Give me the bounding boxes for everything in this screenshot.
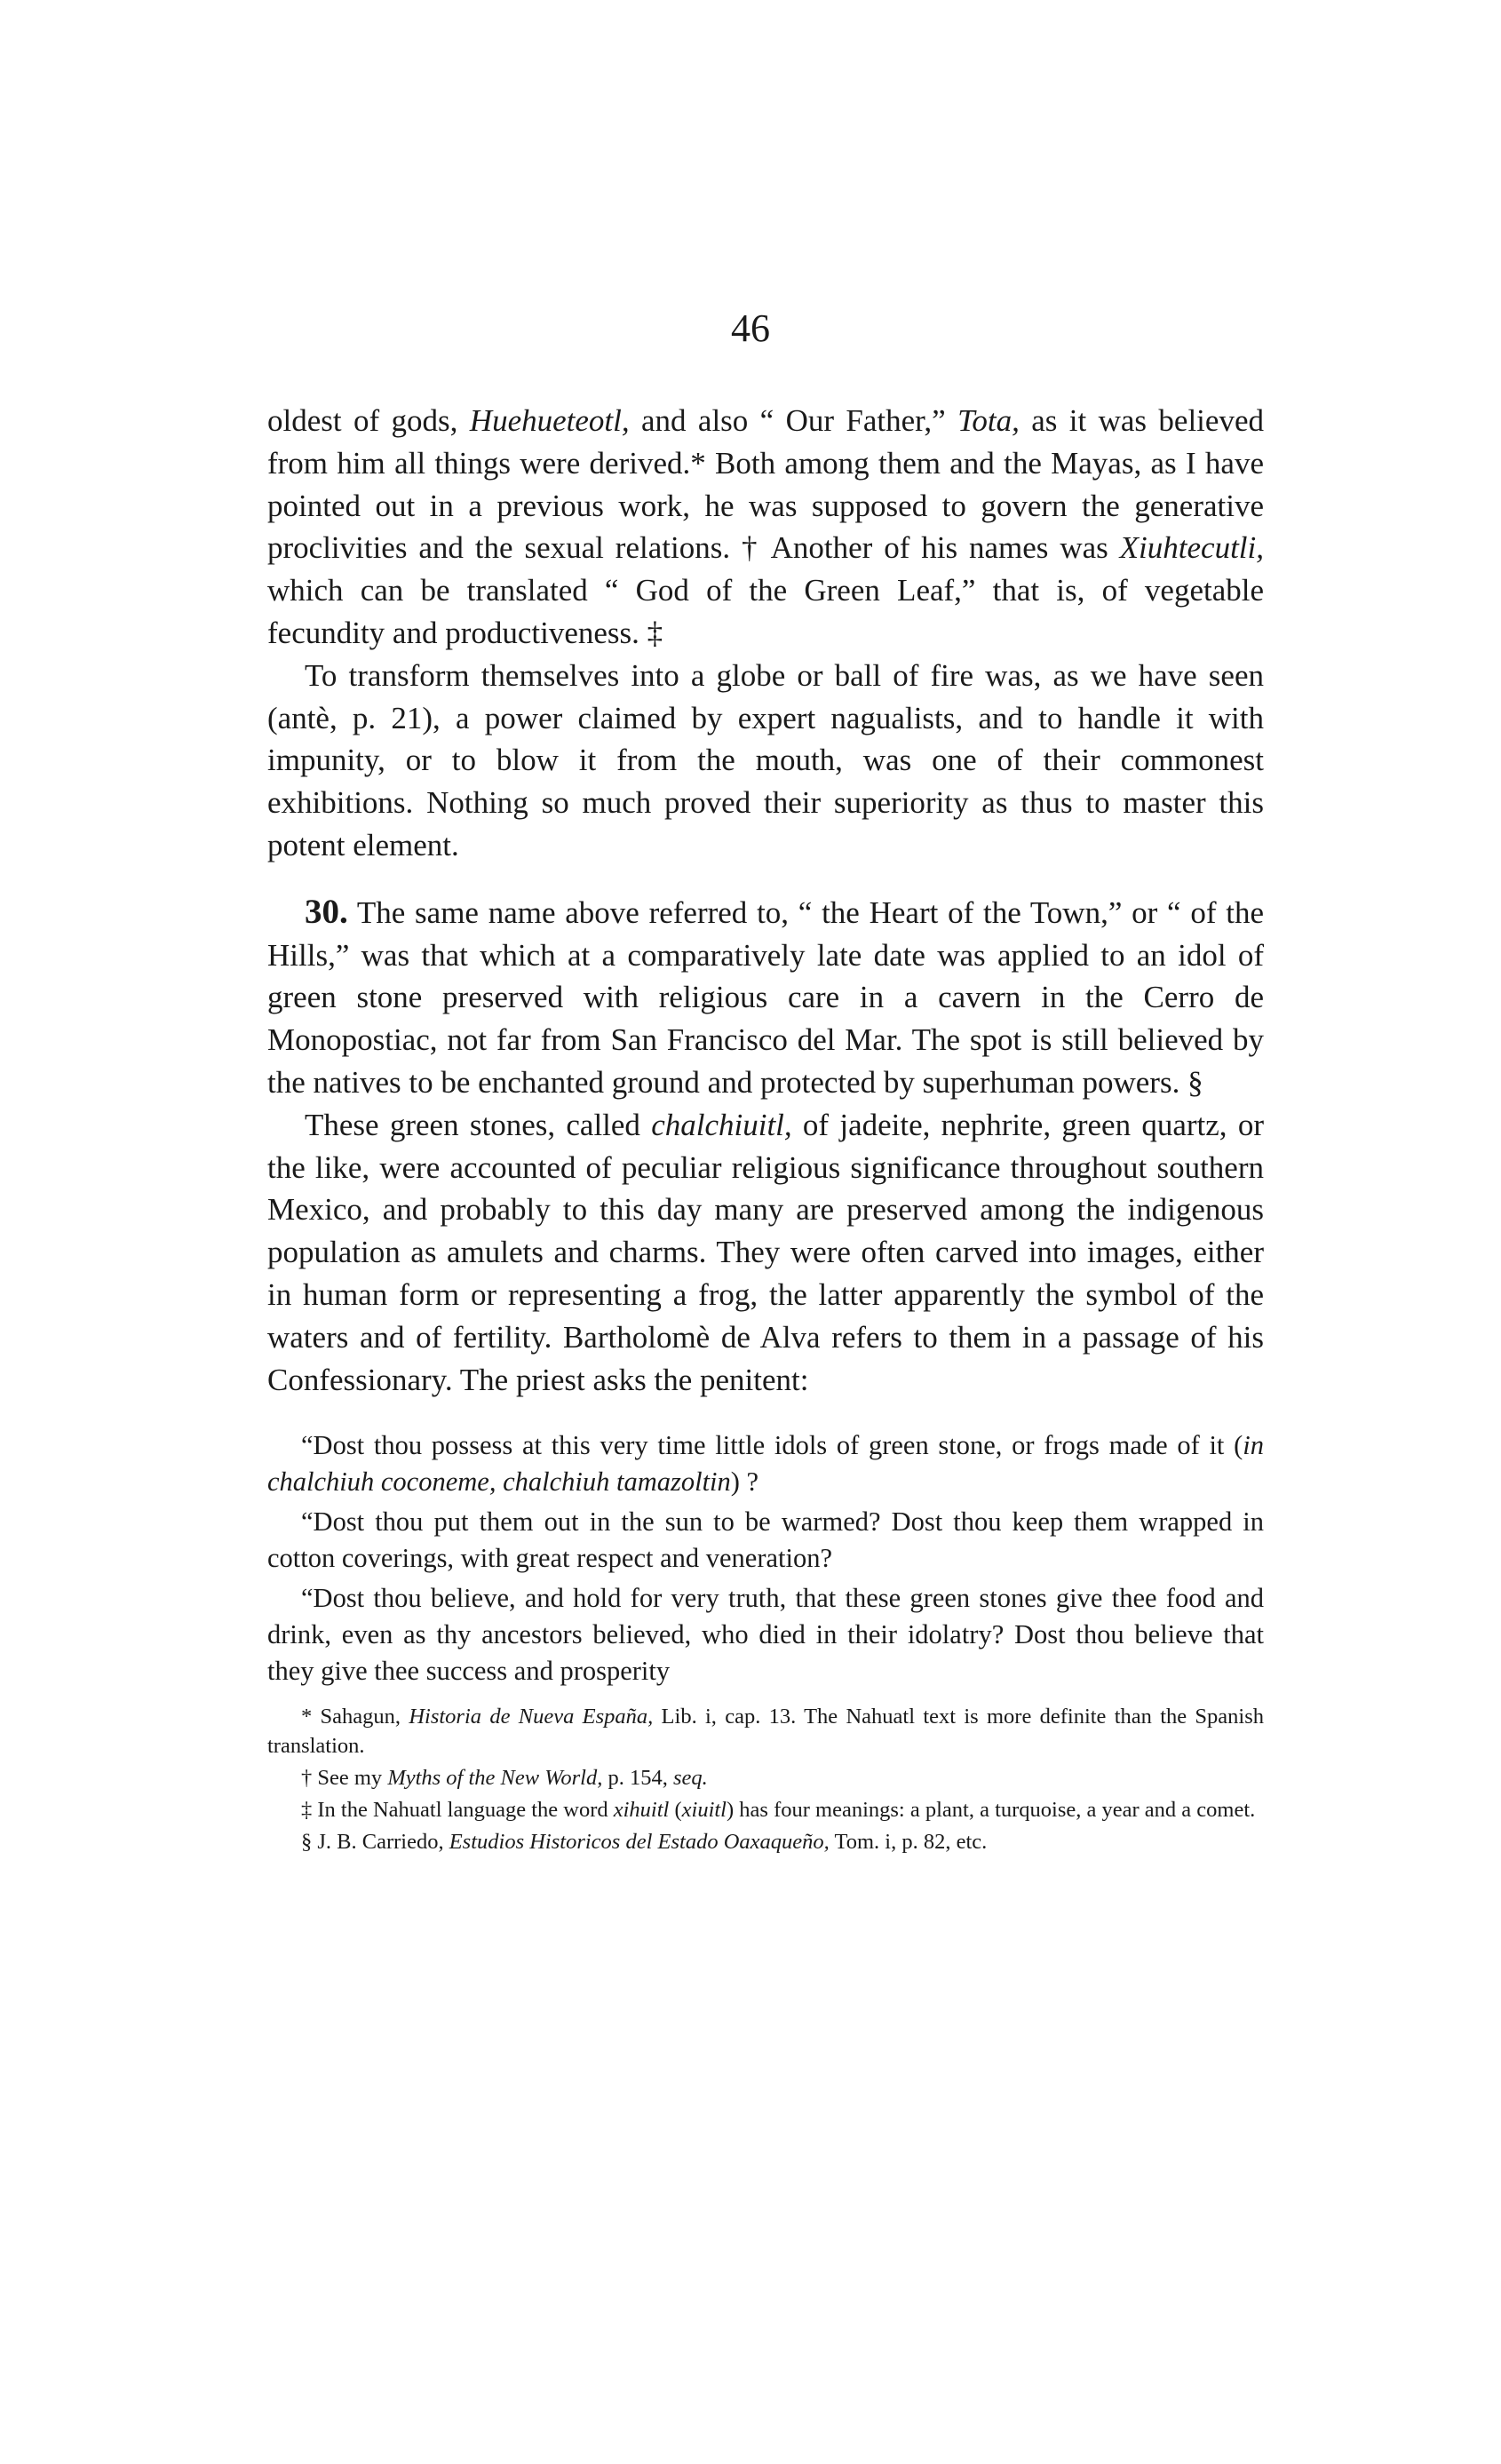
italic-term: seq. (672, 1766, 708, 1791)
text-run: and also “ Our Father,” (629, 403, 958, 438)
italic-term: xiuitl (681, 1798, 727, 1823)
italic-term: Historia de Nueva España, (409, 1705, 654, 1729)
text-run: § J. B. Carriedo, (301, 1830, 449, 1855)
text-run: which can be translated “ God of the Green Leaf,” that is, of vegetable fecundity and productiveness. ‡ (267, 573, 1264, 650)
text-run: ) has four meanings: a plant, a turquoise, a year and a comet. (727, 1798, 1256, 1823)
text-run: oldest of gods, (267, 403, 470, 438)
body-text (267, 400, 1264, 1856)
text-run: The same name above referred to, “ the Heart of the Town,” or “ of the Hills,” was that which at a comparatively late date was applied to an idol of green stone preserved with religious care in a cavern in the Cerro de Monopostiac, not far from San Francisco del Mar. The spot is still believed by the natives to be enchanted ground and protected by superhuman powers. § (267, 894, 1264, 1100)
text-run: “Dost thou possess at this very time little idols of green stone, or frogs made of it ( (301, 1430, 1243, 1461)
quote-believe: “Dost thou believe, and hold for very truth, that these green stones give thee food and drink, even as thy ancestors believed, who died in their idolatry? Dost thou believe that they give thee success and prosperity (267, 1583, 1264, 1687)
italic-term: Tota, (957, 403, 1020, 438)
paragraph-section-30 (267, 891, 1264, 1104)
italic-term: chalchiuitl, (651, 1107, 792, 1142)
text-run: ‡ In the Nahuatl language the word (301, 1798, 614, 1823)
italic-term: Estudios Historicos del Estado Oaxaqueño, (449, 1830, 830, 1855)
footnote-sahagun (267, 1702, 1264, 1761)
text-run: as it was believed from him all things were derived.* Both among them and the Mayas, as I have pointed out in a previous work, he was supposed to govern the generative proclivities and the sexual relations. † Another of his names was (267, 403, 1264, 566)
italic-term: xihuitl (613, 1798, 670, 1823)
footnotes (267, 1702, 1264, 1856)
text-run: † See my (301, 1766, 388, 1791)
text-run: ) ? (730, 1466, 759, 1498)
footnote-nahuatl (267, 1795, 1264, 1824)
text-run: Tom. i, p. 82, etc. (829, 1830, 988, 1855)
text-run: of jadeite, nephrite, green quartz, or the like, were accounted of peculiar religious significance throughout southern Mexico, and probably to this day many are preserved among the indigenous population as amulets and charms. They were often carved into images, either in human form or representing a frog, the latter apparently the symbol of the waters and of fertility. Bartholomè de Alva refers to them in a passage of his Confessionary. The priest asks the penitent: (267, 1107, 1264, 1397)
text-run: ( (669, 1798, 682, 1823)
section-number: 30. (305, 892, 348, 931)
text-run: p. 154, (602, 1766, 673, 1791)
footnote-myths (267, 1763, 1264, 1792)
text-run: These green stones, called (305, 1107, 652, 1142)
paragraph-huehueteotl (267, 400, 1264, 655)
footnote-carriedo (267, 1827, 1264, 1856)
quote-sun: “Dost thou put them out in the sun to be warmed? Dost thou keep them wrapped in cotton coverings, with great respect and veneration? (267, 1506, 1264, 1574)
confessionary-quotes (267, 1427, 1264, 1689)
text-run: Lib. i, cap. 13. The Nahuatl text is more definite than the Spanish translation. (267, 1705, 1265, 1759)
text-run: * Sahagun, (301, 1705, 409, 1729)
italic-term: Huehueteotl, (469, 403, 630, 438)
italic-term: Myths of the New World, (387, 1766, 603, 1791)
paragraph-green-stones (267, 1104, 1264, 1402)
page-number: 46 (731, 306, 770, 350)
italic-term: in chalchiuh coconeme, chalchiuh tamazoltin (267, 1430, 1264, 1498)
italic-term: Xiuhtecutli, (1119, 530, 1264, 566)
quote-idols (267, 1427, 1264, 1500)
paragraph-ball-of-fire: To transform themselves into a globe or ball of fire was, as we have seen (antè, p. 21), a power claimed by expert nagualists, and to handle it with impunity, or to blow it from the mouth, was one of their commonest exhibitions. Nothing so much proved their superiority as thus to master this potent element. (267, 657, 1264, 862)
